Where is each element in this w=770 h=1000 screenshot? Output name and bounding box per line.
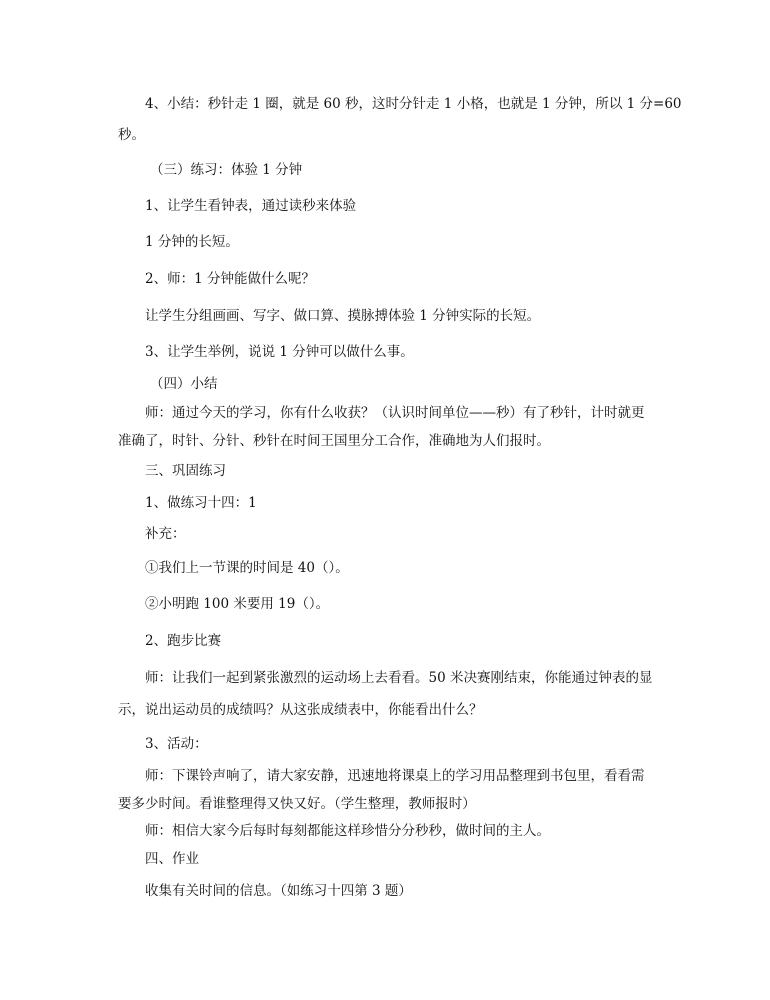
practice-item-1-continued: 1 分钟的长短。 (145, 234, 239, 250)
practice-item-2-detail: 让学生分组画画、写字、做口算、摸脉搏体验 1 分钟实际的长短。 (145, 308, 541, 324)
consolidation-item-3: 3、活动： (145, 736, 208, 752)
section-homework-heading: 四、作业 (145, 851, 199, 867)
practice-item-2: 2、师：1 分钟能做什么呢？ (145, 271, 315, 287)
section-consolidation-heading: 三、巩固练习 (145, 463, 226, 479)
activity-paragraph-line-2: 要多少时间。看谁整理得又快又好。（学生整理，教师报时） (118, 796, 476, 812)
supplement-question-2: ②小明跑 100 米要用 19（）。 (145, 596, 330, 612)
closing-paragraph: 师：相信大家今后每时每刻都能这样珍惜分分秒秒，做时间的主人。 (145, 823, 550, 839)
consolidation-item-2: 2、跑步比赛 (145, 633, 222, 649)
race-paragraph-line-1: 师：让我们一起到紧张激烈的运动场上去看看。50 米决赛刚结束，你能通过钟表的显 (145, 670, 653, 686)
supplement-label: 补充： (145, 526, 186, 542)
section-practice-heading: （三）练习：体验 1 分钟 (150, 162, 303, 178)
section-summary-heading: （四）小结 (150, 376, 218, 392)
race-paragraph-line-2: 示，说出运动员的成绩吗？从这张成绩表中，你能看出什么？ (118, 702, 483, 718)
practice-item-1: 1、让学生看钟表，通过读秒来体验 (145, 198, 357, 214)
homework-item: 收集有关时间的信息。（如练习十四第 3 题） (145, 883, 412, 899)
summary-paragraph-line-2: 准确了，时针、分针、秒针在时间王国里分工合作，准确地为人们报时。 (118, 433, 550, 449)
summary-paragraph-line-1: 师：通过今天的学习，你有什么收获？（认识时间单位——秒）有了秒针，计时就更 (145, 405, 645, 421)
practice-item-3: 3、让学生举例，说说 1 分钟可以做什么事。 (145, 344, 414, 360)
consolidation-item-1: 1、做练习十四：1 (145, 495, 257, 511)
supplement-question-1: ①我们上一节课的时间是 40（）。 (145, 560, 349, 576)
summary-line-4: 4、小结：秒针走 1 圈，就是 60 秒，这时分针走 1 小格，也就是 1 分钟，所以 1 分=60 (145, 96, 682, 112)
activity-paragraph-line-1: 师：下课铃声响了，请大家安静，迅速地将课桌上的学习用品整理到书包里，看看需 (145, 768, 645, 784)
summary-line-4-continued: 秒。 (118, 127, 145, 143)
